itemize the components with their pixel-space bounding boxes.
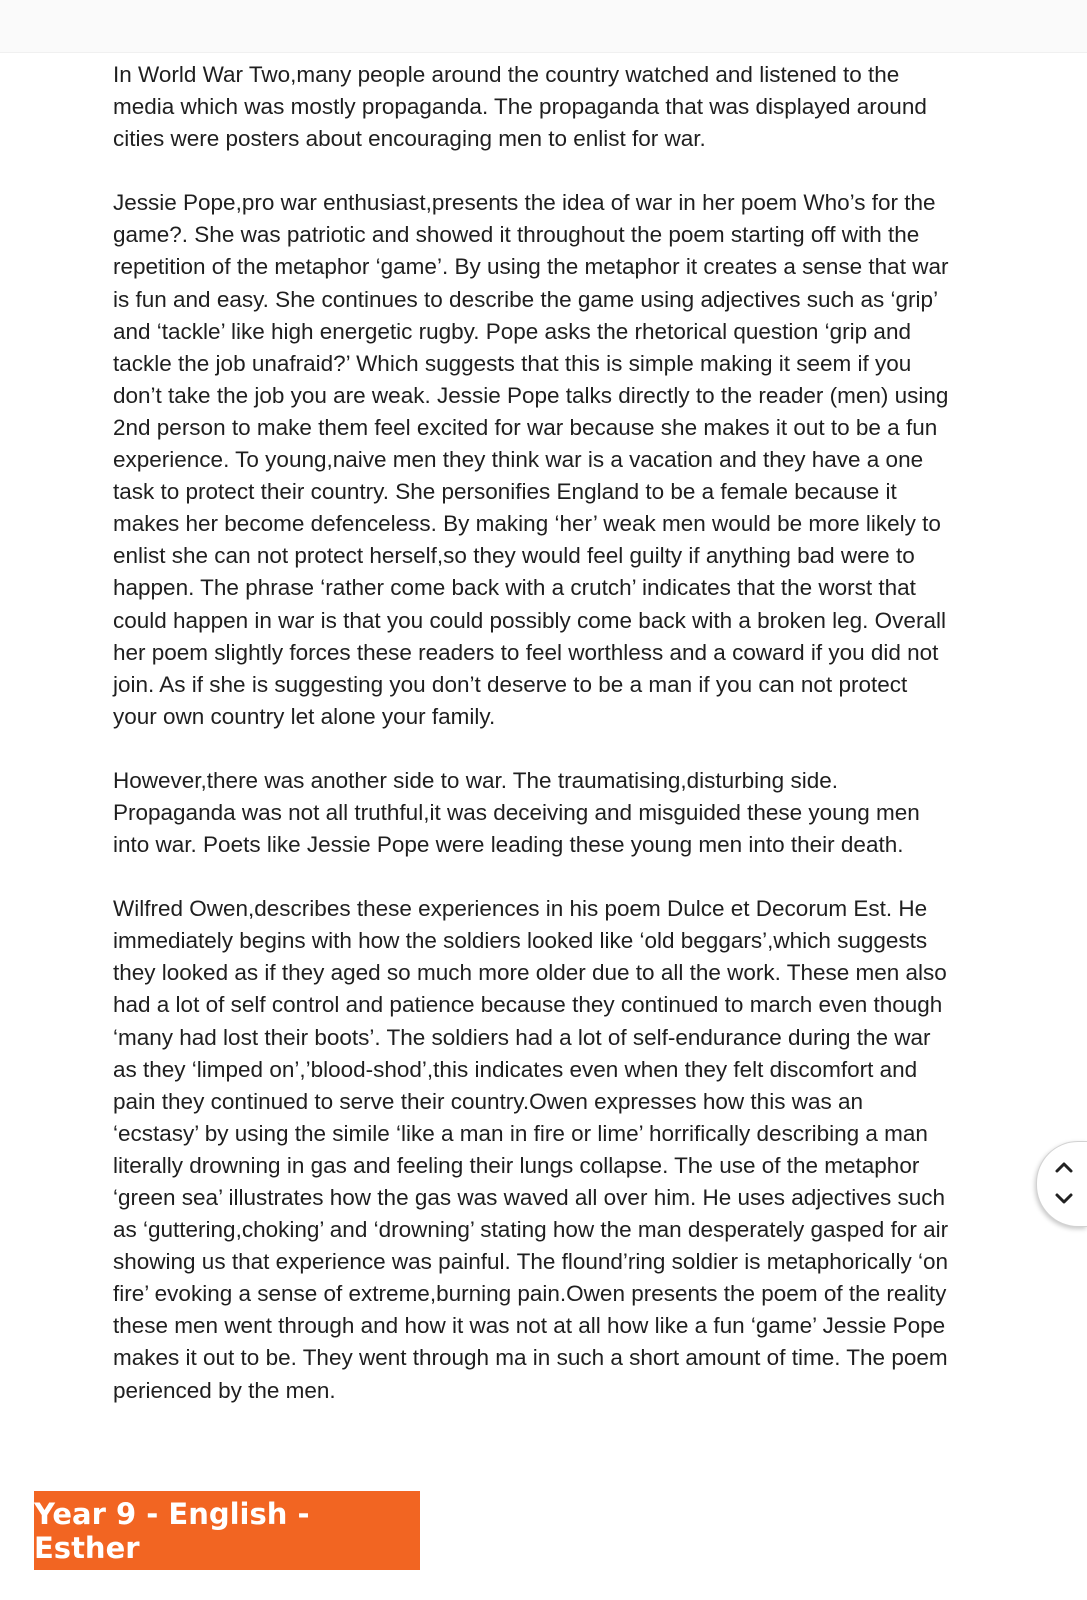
author-banner [34, 1491, 420, 1570]
paragraph-other-side: However,there was another side to war. The traumatising,disturbing side. Propaganda was not all truthful,it was deceiving and misguided these young men into war. Poets like Jessie Pope were leading these young men into their death. [113, 767, 920, 858]
paragraph-jessie-pope: Jessie Pope,pro war enthusiast,presents the idea of war in her poem Who’s for the game?. She was patriotic and showed it throughout the poem starting off with the repetition of the metaphor ‘game’. By using the metaphor it creates a sense that war is fun and easy. She continues to describe the game using adjectives such as ‘grip’ and ‘tackle’ like high energetic rugby. Pope asks the rhetorical question ‘grip and tackle the job unafraid?’ Which suggests that this is simple making it seem if you don’t take the job you are weak. Jessie Pope talks directly to the reader (men) using 2nd person to make them feel excited for war because she makes it out to be a fun experience. To young,naive men they think war is a vacation and they have a one task to protect their country. She personifies England to be a female because it makes her become defenceless. By making ‘her’ weak men would be more likely to enlist she can not protect herself,so they would feel guilty if anything bad were to happen. The phrase ‘rather come back with a crutch’ indicates that the worst that could happen in war is that you could possibly come back with a broken leg. Overall her poem slightly forces these readers to feel worthless and a coward if you did not join. As if she is suggesting you don’t deserve to be a man if you can not protect your own country let alone your family. [113, 190, 949, 729]
chevron-up-icon [1054, 1160, 1074, 1174]
top-bar [0, 0, 1087, 53]
essay-body [113, 59, 951, 1439]
scroll-down-button[interactable] [1051, 1186, 1077, 1212]
scroll-up-button[interactable] [1051, 1154, 1077, 1180]
page-nav-control [1036, 1141, 1087, 1227]
paragraph-wilfred-owen: Wilfred Owen,describes these experiences in his poem Dulce et Decorum Est. He immediately begins with how the soldiers looked like ‘old beggars’,which suggests they looked as if they aged so much more older due to all the work. These men also had a lot of self control and patience because they continued to march even though ‘many had lost their boots’. The soldiers had a lot of self-endurance during the war as they ‘limped on’,’blood-shod’,this indicates even when they felt discomfort and pain they continued to serve their country.Owen expresses how this was an ‘ecstasy’ by using the simile ‘like a man in fire or lime’ horrifically describing a man literally drowning in gas and feeling their lungs collapse. The use of the metaphor ‘green sea’ illustrates how the gas was waved all over him. He uses adjectives such as ‘guttering,choking’ and ‘drowning’ stating how the man desperately gasped for air showing us that experience was painful. The flound’ring soldier is metaphorically ‘on fire’ evoking a sense of extreme,burning pain.Owen presents the poem of the reality these men went through and how it was not at all how like a fun ‘game’ Jessie Pope makes it out to be. They went through ma in such a short amount of time. The poem perienced by the men. [113, 896, 949, 1403]
chevron-down-icon [1054, 1192, 1074, 1206]
author-banner-label: Year 9 - English - Esther [34, 1496, 310, 1565]
paragraph-intro: In World War Two,many people around the country watched and listened to the media which was mostly propaganda. The propaganda that was displayed around cities were posters about encouraging men to enlist for war. [113, 62, 927, 152]
